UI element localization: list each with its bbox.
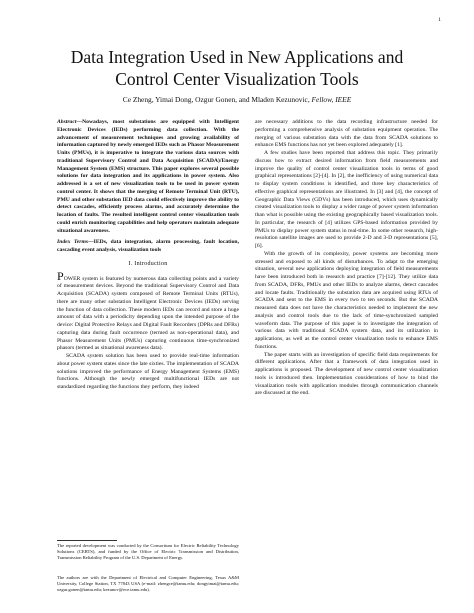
intro-paragraph-1 [57,268,239,354]
footnote-funding: The reported development was conducted by the Consortium for Electric Reliability Technology Solutions (CERTS), and funded by the Office of Electric Transmission and Distribution, Transmission Reliability Program of the U.S. Department of Energy. [57,543,239,560]
index-terms [57,239,239,255]
title-line-1: Data Integration Used in New Applications and [70,47,404,67]
right-paragraph-3: With the growth of its complexity, power systems are becoming more stressed and exposed to all kinds of disturbances. To adapt to the emerging situation, several new applications deploying integration of field measurements have been introduced both in research and practice [7]-[12]. They utilize data from SCADA, DFRs, PMUs and other IEDs to analyze alarms, detect cascades and locate faults. Traditionally the substation data are acquired using RTUs of SCADA and sent to the EMS in every two to ten seconds. But the SCADA measured data does not have the characteristics needed to implement the new analysis and control tools due to the lack of time-synchronized sampled waveform data. The purpose of this paper is to investigate the integration of various data with traditional SCADA system data, and its utilization in applications, as well as the control center visualization tools to enhance EMS functions. [255,250,438,350]
abstract [57,119,239,235]
drop-cap: P [57,268,64,283]
right-paragraph-2: A few studies have been reported that address this topic. They primarily discuss how to extract desired information from field measurements and improve the quality of control center visualization tools in terms of good graphical representations [2]-[4]. In [2], the inefficiency of using numerical data to display system conditions is identified, and three key characteristics of effective graphical representations are illustrated. In [3] and [4], the concept of Geographic Data Views (GDVs) has been introduced, which uses dynamically created visualization tools to display a wider range of power system information than what is possible using the existing geographically based visualization tools. In particular, the research of [4] utilizes GPS-based information provided by PMUs to display power system status in real-time. In some other research, high-resolution satellite images are used to provide 2-D and 3-D representations [5], [6]. [255,150,438,249]
intro-paragraph-1-text: OWER system is featured by numerous data collecting points and a variety of measurement devices. Beyond the traditional Supervisory Control and Data Acquisition (SCADA) system composed of Remote Terminal Units (RTUs), there are many other substation Intelligent Electronic Devices (IEDs) serving the function of data collection. These modern IEDs can record and store a huge amount of data with a periodicity depending upon the intended purpose of the device: Digital Protective Relays and Digital Fault Recorders (DPRs and DFRs) capturing data during fault occurrence (termed as non-operational data), and Phasor Measurement Units (PMUs) capturing continuous time-synchronized phasors (termed as situational awareness data). [57,275,239,352]
author-line [30,95,444,104]
author-fellow: Fellow, IEEE [311,95,352,104]
right-column [255,119,438,398]
right-paragraph-1: are necessary additions to the data recording infrastructure needed for performing a comprehensive analysis of substation equipment operation. The merging of various substation data with the data from SCADA solutions to enhance EMS functions has not yet been explored adequately [1]. [255,119,438,149]
footnote-authors: The authors are with the Department of Electrical and Computer Engineering, Texas A&M University, College Station, TX 77843 USA (e-mail: zhengce@tamu.edu; dongyimai@tamu.edu; ozgur.gonen@tamu.edu; kezunov@ece.tamu.edu). [57,575,239,592]
abstract-text: —Nowadays, most substations are equipped with Intelligent Electronic Devices (IEDs) performing data collection. With the advancement of measurement techniques and growing availability of information captured by newly emerged IEDs such as Phasor Measurement Units (PMUs), it is imperative to integrate the various data sources with traditional Supervisory Control and Data Acquisition (SCADA)/Energy Management System (EMS) structure. This paper explores several possible solutions for data integration and its applications in power system. Also addressed is a set of new visualization tools to be used in power system control center. It shows that the merging of Remote Terminal Unit (RTU), PMU and other substation IED data could effectively improve the ability to detect cascades, efficiently process alarms, and accurately determine the location of faults. The resulted intelligent control center visualization tools could enrich monitoring capabilities and help operators maintain adequate situational awareness. [57,119,239,234]
abstract-label: Abstract [57,119,77,125]
author-names: Ce Zheng, Yimai Dong, Ozgur Gonen, and Mladen Kezunovic, [122,95,312,104]
paper-title [30,46,444,90]
page-number: 1 [438,17,441,23]
index-terms-label: Index Terms [57,239,89,246]
index-terms-text: —IEDs, data integration, alarm processing, fault location, cascading event analysis, visualization tools [57,239,239,253]
intro-paragraph-2: SCADA system solution has been used to provide real-time information about power system states since the late sixties. The implementation of SCADA solutions improved the performance of Energy Management Systems (EMS) functions. Although the newly emerged multifunctional IEDs are not standardized regarding the functions they perform, they indeed [57,353,239,390]
footnote-rule [57,540,117,541]
section-heading: I. Introduction [128,260,168,267]
title-line-2: Control Center Visualization Tools [115,69,359,89]
right-paragraph-4: The paper starts with an investigation of specific field data requirements for different applications. After that a framework of data integration used in applications is proposed. The development of new control center visualization tools is introduced then. Implementation considerations of how to bind the visualization tools with application modules through communication channels are discussed at the end. [255,351,438,397]
left-column [57,119,239,392]
